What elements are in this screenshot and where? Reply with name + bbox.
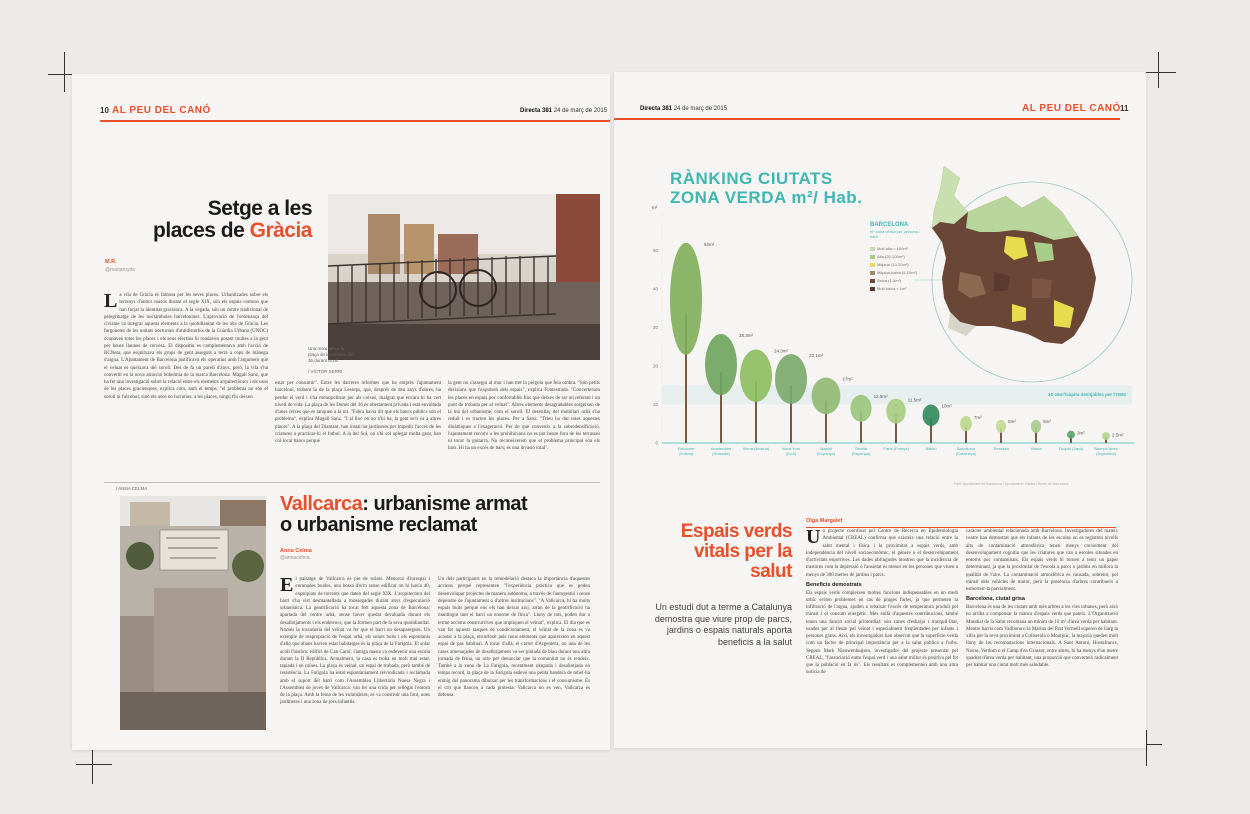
legend-item	[870, 278, 901, 283]
headline-text: : urbanisme armat	[362, 493, 528, 515]
author-name: Olga Margalef	[806, 518, 843, 524]
value-label: 23.1m²	[809, 353, 824, 359]
author-name: M.R.	[105, 259, 117, 265]
crop-mark	[1158, 52, 1159, 88]
article-column	[104, 292, 268, 472]
legend-label: Molt alta > 100m²	[877, 246, 909, 251]
drop-cap: U	[806, 528, 821, 548]
tree-crown-bar	[775, 354, 807, 404]
tree-crown-bar	[886, 399, 905, 424]
category-label: Nova York (EUA)	[781, 446, 801, 456]
author-handle: @mariaroyde	[105, 267, 136, 273]
category-label: Sevilla (Espanya)	[851, 446, 871, 456]
headline-line: Espais verds	[680, 521, 792, 542]
value-label: 11.5m²	[907, 397, 922, 403]
headline-line: vitals per la	[693, 540, 792, 562]
column-text: Barcelona és una de les ciutats amb més arbres a les vies urbanes, però això no arriba a compensar la manca d'espais verds que pateix. L'Organització Mundial de la Salut recomana un mínim de 10 m² d'àrea verda per habitant. Mentre barris com Vallbona o la Marina del Prat Vermell superen de llarg la xifra per la seva proximitat a Collserola o Montjuïc, la majoria queden molt lluny de les recomanacions internacionals. A Sant Antoni, Hostafrancs, Navas, Verdum o el Camp d'en Grassot, entre altres, hi ha menys d'un metre quadrat d'àrea verda per habitant, una proporció que converteix radicalment per habitar una ciutat molt més saludable.	[966, 605, 1118, 669]
column-text: a vila de Gràcia és famosa per les seves places. Urbanitzades sobre els terrenys d'antics masos durant el segle XIX, són els espais comuns que han forjat la identitat gracienca. A la vegada, són un centre tradicional de pelegrinatge de les noctàmbules barcelonines. L'aprovació de l'ordenança del civisme va integrar aquests elements a la quotidianitat de les nits de Gràcia. Les furgonetes de les unitats nocturnes d'antidisturbis de la Guàrdia Urbana (UNOC) ocupaven totes les places i els seus efectius hi rondaven posant multes a la gent per beure llaunes de cervesa. El dispositiu es complementava amb l'acció de BCNeta, que esquitxava els grups de gent asseguts a terra a cops de mànega d'aigua. L'Ajuntament de Barcelona justificava els operatius amb l'argument que el veïnat es queixava del soroll. Des de fa un parell d'anys, però, la vila s'ha convertit en la nova atracció boheimia de la marca Barcelona. Magali Sanz, que ha fet una investigació sobre la relació entre els elements arquitectònics i els usos de les places gracienques, explica com, amb el temps, "el problema no són el soroll ni l'alcohol, sinó els usos no lucratius: a les places, ningú t'hi deixen	[104, 293, 268, 400]
tree-crown-bar	[996, 420, 1006, 433]
legend-item	[870, 286, 907, 291]
category-label: Vitòria	[1030, 446, 1042, 451]
section-title: AL PEU DEL CANÓ	[112, 105, 211, 116]
column-text: l paisatge de Vallcarca és ple de solars. Menorca d'inrespai i enrunades buides, una bossa d'erm sense edificar on hi havia 40, expropiats de torrents que daten del segle XIX. L'arquitectura del barri s'ha vist desmantellada a mossegades durant anys d'especulació urbanística. La gentrificació ha tocat fort aquesta zona de Barcelona: apartada del centre urbà, sense haver quedat devaluada durant els desallotjaments i els enderrocs, que la formen part de la seva quotidianitat. Només la tossuderia del veïnat va fer que el barri no desaparegués. Un exemple de reapropiació de l'espai urbà, els solars buits i els espontanis d'allò que abans havien estat habitatges és la plaça de la Farigola. El solar acull l'històric edifici de Can Carol: l'antiga masia va esdevenir una escola durant la II República. Actualment, la casa es troba en molt mal estat, tapiada i en ruïnes. La plaça és veïnal, un espai de trobada, però també de resistència. La Farigola ha estat espontàniament reivindicada i reclamada amb el suport del barri com l'Assemblea Llibertària Nuesa Negra i l'Assemblea de joves de Vallcarca: van fer una crida per rellogar l'entorn de la plaça. Amb la feina de les voluntàries, es va construir una font, unes jardineres i una zona de jocs infantils.	[280, 577, 430, 706]
value-label: 12.5m²	[873, 393, 888, 399]
photo-plaça-gracia	[328, 194, 600, 360]
tree-crown-bar	[740, 349, 772, 401]
legend-swatch	[870, 247, 875, 251]
y-tick-labels	[653, 248, 659, 446]
column-text: n projecte coordinat pel Centre de Recerca en Epidemiologia Ambiental (CREAL) confirma que existeix una relació entre la salut mental i física i la proximitat a espais verds, amb independència del nivell socioeconòmic, el gènere o el desenvolupament d'activitats esportives. Les dades obtingudes mostren que la incidència de trastorns com la depressió o l'ansietat és menor en les persones que viuen a menys de 300 metres de jardins i parcs.	[806, 529, 958, 578]
tree-crown-bar	[960, 416, 972, 431]
value-label: 24.3m²	[774, 348, 789, 354]
tree-crown-bar	[1031, 420, 1041, 433]
section-title: AL PEU DEL CANÓ	[1022, 103, 1121, 114]
legend-swatch	[870, 263, 875, 267]
subheading: Barcelona, ciutat grisa	[966, 596, 1025, 603]
tree-crown-bar	[923, 405, 940, 427]
legend-swatch	[870, 255, 875, 259]
legend-label: Mitjana (10-20m²)	[877, 262, 909, 267]
tree-crown-bar	[705, 334, 737, 395]
photo-credit: / ANNA CELMA	[116, 486, 148, 491]
value-label: 3m²	[1077, 430, 1085, 436]
legend-label: Mitjana-baixa (5-10m²)	[877, 270, 918, 275]
category-label: Viena (Àustria)	[742, 446, 770, 451]
article-headline	[636, 522, 792, 582]
chart-title-line: ZONA VERDA m²/ Hab.	[670, 187, 863, 207]
crop-mark	[92, 744, 93, 784]
headline-line: Setge a les	[207, 197, 312, 220]
headline-highlight: Vallcarca	[280, 493, 363, 515]
tree-crown-bar	[670, 243, 702, 355]
threshold-label: 10-15m²/càpita desitjables per l'OMS	[1048, 392, 1126, 397]
value-label: 10m²	[941, 403, 952, 409]
article-column	[280, 576, 430, 736]
y-tick-label: 30	[652, 325, 658, 330]
value-label: 2.5m²	[1112, 432, 1124, 438]
author-handle: @annacelma	[280, 555, 310, 561]
subheading: Beneficis demostrats	[806, 581, 862, 588]
issue-name: Directa 381	[640, 106, 673, 112]
legend-title: BARCELONA	[870, 222, 909, 228]
legend-swatch	[870, 287, 875, 291]
tree-crown-bar	[850, 395, 871, 422]
value-label: 17m²	[842, 376, 853, 382]
category-label: Terrassa	[993, 446, 1009, 451]
chart-title-line: RÀNKING CIUTATS	[670, 169, 833, 188]
legend-label: Alta (20-100m²)	[877, 254, 905, 259]
category-label: Tòquio (Japó)	[1058, 446, 1084, 451]
photo-vallcarca	[120, 496, 266, 730]
legend-item	[870, 246, 908, 251]
tree-crown-bar	[1067, 431, 1075, 439]
category-label: París (França)	[883, 446, 909, 451]
headline-line: salut	[750, 560, 792, 582]
legend-swatch	[870, 271, 875, 275]
issue-info	[520, 108, 607, 114]
article-column	[806, 528, 958, 742]
y-tick-label: 0	[655, 440, 658, 446]
value-label: 6m²	[1008, 418, 1016, 424]
page-number: 11	[1120, 104, 1129, 113]
column-text: caràcter ambiental relacionada amb Barcelona. Investigadores del mateix centre han demostrat que els infants de les escoles on es registren nivells alts de contaminació atmosfèrica tenen menys creixement del desenvolupament cognitiu que les criatures que van a escoles situades en entorns poc contaminats. Els espais verds hi tornen a tenir un paper determinant, ja que la proximitat de l'escola a parcs o jardins en millora la qualitat de l'aire. La contaminació atmosfèrica és causada, sobretot, pel trànsit dels vehicles de motor, però la presència d'arbres contribueix a esmorteir-la parcialment.	[966, 529, 1118, 592]
left-page	[72, 74, 610, 750]
article-column: la gent no s'assegui al mur i han tret la pèrgola que feia ombra. "Són petits decisions que t'expulsen dels espais", explica Fontestrada. "Converteixen les places en espais poc confortables fins que deixes de ser un referent i un punt de trobada per al veïnat". Altres elements desagradables sorgeixen de la mà del urbanisme, com el soroll. El desenllaç del mobiliari urbà s'ha reduït i es tracten les places. Per a Sanz: "Trieu ha dut totes aquestes dinàmiques a l'exageració. Per de què convertix a la sobredensificació, l'ajuntament recorre a les prohibicions no es pot beure fora de les terrasses ni tocar la guitarra. No reconeixerem que el problema principal són els bars. Hi ha un excés de bars; és una invasió total".	[448, 381, 600, 452]
y-axis-unit: m²	[652, 205, 658, 210]
article-photo	[120, 496, 266, 730]
issue-name: Directa 381	[520, 108, 553, 114]
issue-date: 24 de març de 2015	[673, 106, 728, 112]
category-label: Estocolm (Suècia)	[677, 446, 695, 456]
legend-swatch	[870, 279, 875, 283]
article-column: Un dels participants en la remodelació destaca la importància d'aquestes accions perquè representen "l'experiència pràctica que es poden desenvolupar projectes de manera autònoma, a través de l'autogestió i sense dependre de l'ajuntament o d'altres institucions". "A Vallcarca, hi ha molts espais buits perquè ens els han deixat així, arran de la gentrificació ha mantingut tant el barri un enorme de finca". Lluny de tots, poden dur a terme accions constructives que impliquen el veïnat", explica. El dia que es van fer aquests tasques de condicionament, el veïnat de la zona es va acostar a la plaça, encuriosit pels nous elements que apareixien en aquest espai de pas habitual. A tocar d'allà, el carrer d'Argentera, on una de les cases amenaçades de desallotjament va ser pintada de blau durant una altra jornada de feina, un acte per denunciar que la comunitat no és rendeix. També a la zona de La Farigola, recentment okupada i desallotjada en temps record, la plaça de la Farigola esdevé una petita bandera de rebel·lia enmig del panorama dibuixat per les transformacions i el consumisme. És el crit que llancen a cada protesta: Vallcarca no es ven, Vallcarca es defensa.	[438, 577, 590, 698]
article-deck: Un estudi dut a terme a Catalunya demostra que viure prop de parcs, jardins o espais naturals aporta beneficis a la salut	[654, 602, 792, 648]
category-label: Madrid (Espanya)	[816, 446, 836, 456]
page-number: 10	[100, 106, 109, 115]
crop-mark	[1146, 730, 1147, 766]
legend-label: Molt baixa < 1m²	[877, 286, 907, 291]
column-text: Els espais verds compleixen moltes funcions indispensables en un medi urbà: eviten problemes en cas de pluges fortes, ja que permeten la infiltració de l'aigua, ajuden a rebaixar l'excés de temperatura produït pel trànsit i el consum energètic. Més enllà d'aquestes contribucions, també tenen una funció social primordial: són zones d'esbarjo i tranquil·litat, usades per al lleure pel veïnat i especialment freqüentades per infants i persones grans. Així, els investigadors han observat que la superfície verda com un factor de principal importància per a la salut pública a l'urbs. Segons Mark Nieuwenhuijsen, investigador del projecte presentat pel CREAL, "l'associació entre l'espai verd i una salut millor és positiva pel fet que la població en fa ús". Els resultats es complementen amb una altra notícia de	[806, 590, 958, 676]
legend-item	[870, 254, 905, 259]
headline-text: places de	[153, 219, 250, 243]
article-divider	[104, 482, 600, 483]
value-label: 6m²	[1043, 418, 1051, 424]
category-label: Barcelona (Catalunya)	[955, 446, 977, 456]
value-label: 28.3m²	[739, 333, 754, 339]
photo-caption: Una reixa tanca la plaça de les Dones del 36 durant la nit	[308, 346, 354, 363]
y-tick-label: 50	[652, 248, 658, 253]
right-page	[614, 72, 1146, 748]
y-tick-label: 40	[652, 286, 658, 292]
legend-label: Baixa (1-5m²)	[877, 278, 902, 283]
y-tick-label: 20	[652, 363, 658, 369]
issue-date: 24 de març de 2015	[553, 108, 608, 114]
legend-item	[870, 262, 909, 267]
drop-cap: L	[104, 292, 118, 312]
tree-crown-bar	[1102, 432, 1110, 440]
headline-line	[280, 494, 604, 515]
article-headline	[280, 494, 604, 536]
barcelona-map	[914, 166, 1132, 382]
value-label: 52m²	[704, 241, 715, 247]
chart-source: Font: Ajuntament de Barcelona / Ajuntament i Dades Oberts de Barcelona	[954, 482, 1069, 486]
tree-crown-bar	[812, 378, 841, 415]
category-label: Amsterdam (Holanda)	[710, 446, 732, 456]
category-label: Bilbao	[925, 446, 937, 451]
headline-line: o urbanisme reclamat	[280, 514, 477, 536]
headline-line	[116, 220, 312, 242]
header-rule	[100, 120, 610, 122]
legend-item	[870, 270, 917, 275]
article-column	[966, 528, 1118, 742]
legend-subtitle: m² zona verda per persona / barri	[870, 229, 921, 239]
category-label: Buenos Aires (Argentina)	[1094, 446, 1118, 456]
value-label: 7m²	[973, 415, 982, 421]
article-photo	[328, 194, 600, 360]
photo-credit: / VÍCTOR SERRI	[308, 369, 343, 374]
drop-cap: E	[280, 576, 294, 596]
author-name: Anna Celma	[280, 548, 312, 554]
article-column: estar per consumir". Entre les darreres reformes que ha emprès l'ajuntament barceloní, trobem la de la plaça Lesseps, que, després de deu anys d'obres, ha perdut el verd i s'ha monopolitzat per als cotxes, malgrat que encara hi ha cert nivell de vida. La plaça de les Dones del 36 és obertament privada i està envoltada d'unes reixes que es tanquen a la nit. "Fabra havia dit que els bancs públics són el problema", explica Magali Sanz. "I al lloc on no n'hi ha, la gent se'n va a altres places". A la plaça del Diamant, han instal·lat jardineres per impedir l'accés de les criatures a practicar-hi el futbol. A la del Sol, on s'hi sol aplegar molta gent, han col·locat bancs perquè	[275, 381, 441, 444]
crop-mark	[64, 52, 65, 92]
crop-mark	[76, 764, 112, 765]
article-headline	[116, 198, 312, 242]
y-tick-label: 10	[652, 402, 658, 407]
headline-highlight: Gràcia	[249, 219, 312, 243]
